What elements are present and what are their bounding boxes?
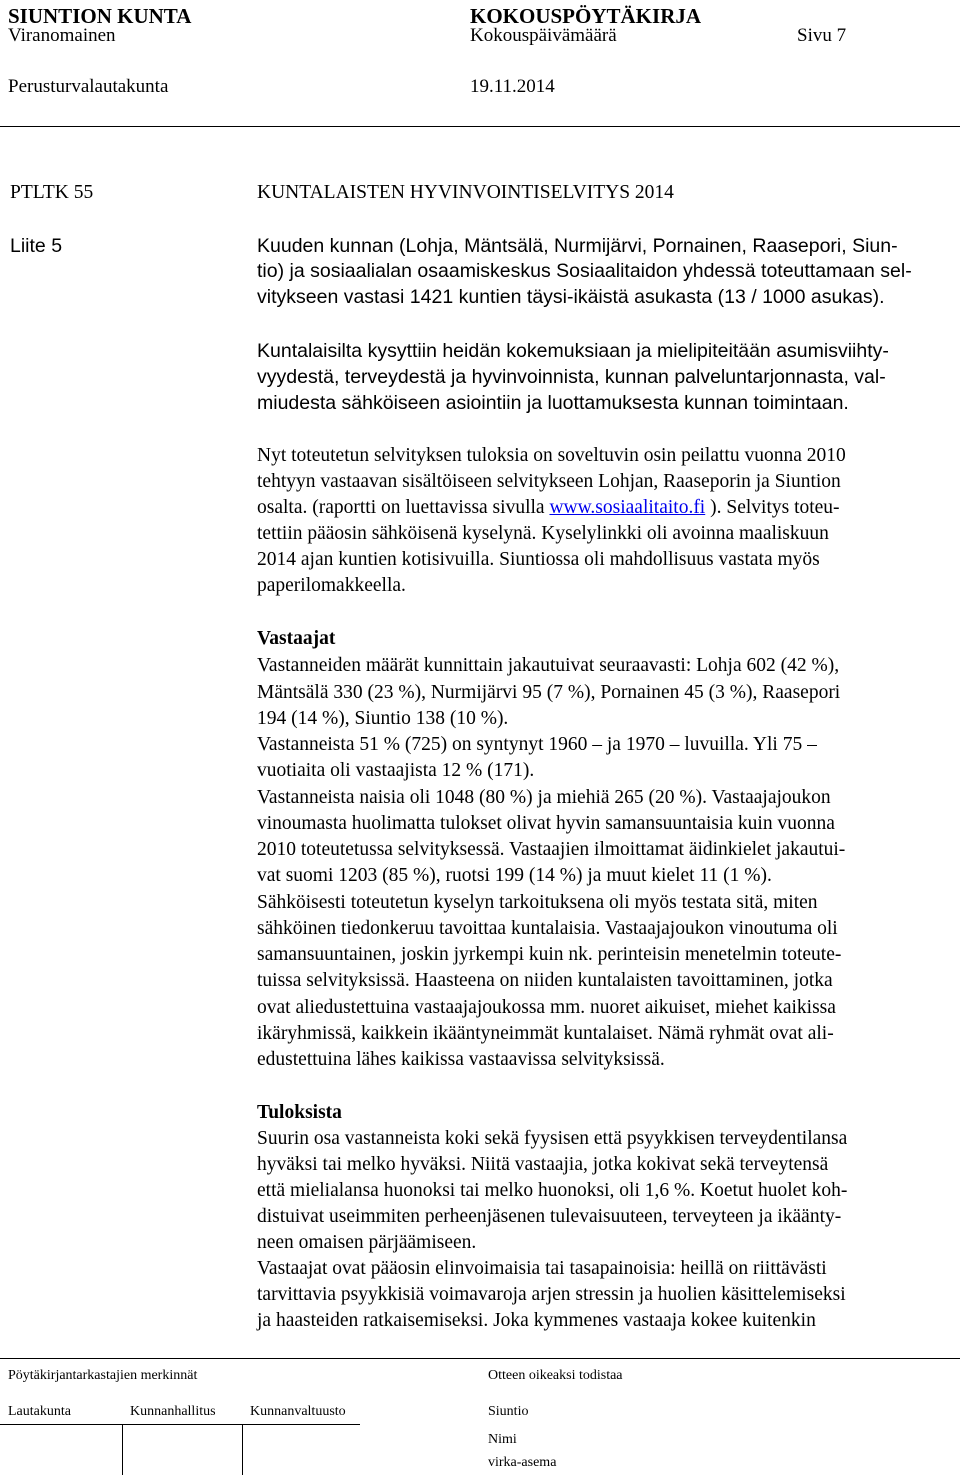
body-line-text: Kuntalaisilta kysyttiin heidän kokemuksiaan ja mielipiteitään asumisviihty- (257, 340, 889, 362)
footer-col-divider-2 (242, 1424, 243, 1475)
body-line (257, 655, 839, 677)
meeting-date: 19.11.2014 (470, 76, 555, 97)
body-line (257, 682, 840, 704)
authority-label: Viranomainen (8, 25, 116, 46)
body-line (257, 549, 820, 571)
body-line-text: vitykseen vastasi 1421 kuntien täysi-ikäistä asukasta (13 / 1000 asukas). (257, 286, 885, 308)
date-label: Kokouspäivämäärä (470, 25, 617, 46)
body-line-text: vinoumasta huolimatta tulokset olivat hyvin samansuuntaisia kuin vuonna (257, 813, 835, 834)
footer-place: Siuntio (488, 1404, 529, 1419)
body-line-text: Suurin osa vastanneista koki sekä fyysisen että psyykkisen terveydentilansa (257, 1128, 848, 1149)
body-line-text: ). Selvitys toteu- (705, 497, 840, 518)
body-line-text: tehtyyn vastaavan sisältöiseen selvitykseen Lohjan, Raaseporin ja Siuntion (257, 471, 841, 492)
body-line (257, 892, 818, 914)
body-line (257, 523, 829, 545)
body-line-text: hyväksi tai melko hyväksi. Niitä vastaajia, jotka kokivat sekä terveytensä (257, 1154, 829, 1175)
body-line-text: edustettuina lähes kaikissa vastaavissa selvityksissä. (257, 1049, 665, 1070)
body-line (257, 944, 841, 966)
body-line (257, 445, 846, 467)
body-line (257, 839, 845, 861)
body-line (257, 997, 836, 1019)
checkers-title: Pöytäkirjantarkastajien merkinnät (8, 1368, 198, 1383)
subheading (257, 1102, 342, 1124)
body-line (257, 235, 898, 258)
authority-name: Perusturvalautakunta (8, 76, 169, 97)
subheading (257, 628, 335, 650)
attachment-label: Liite 5 (10, 235, 63, 257)
body-line (257, 1023, 834, 1045)
body-line (257, 1049, 665, 1071)
body-line (257, 340, 889, 363)
body-line-text: tettiin pääosin sähköisenä kyselynä. Kyselylinkki oli avoinna maaliskuun (257, 523, 829, 544)
body-line (257, 1128, 847, 1150)
body-line (257, 1284, 846, 1306)
body-line (257, 471, 841, 493)
section-title: KUNTALAISTEN HYVINVOINTISELVITYS 2014 (257, 182, 674, 203)
body-line (257, 708, 508, 730)
body-line (257, 1310, 816, 1332)
body-line (257, 1206, 841, 1228)
body-line (257, 865, 772, 887)
body-line-text: 2014 ajan kuntien kotisivuilla. Siuntiossa oli mahdollisuus vastata myös (257, 549, 820, 570)
document-type: KOKOUSPÖYTÄKIRJA (470, 4, 702, 28)
footer-divider (0, 1358, 960, 1359)
body-line (257, 366, 886, 389)
header-divider (0, 126, 960, 127)
body-line-text: vat suomi 1203 (85 %), ruotsi 199 (14 %) ja muut kielet 11 (1 %). (257, 865, 772, 886)
body-line-text: osalta. (raportti on luettavissa sivulla (257, 497, 550, 518)
body-line-text: neen omaisen pärjäämiseen. (257, 1232, 477, 1253)
body-line-text: tarvittavia psyykkisiä voimavaroja arjen stressin ja huolien käsittelemiseksi (257, 1284, 846, 1305)
footer-title: virka-asema (488, 1455, 557, 1470)
footer-col-kunnanvaltuusto: Kunnanvaltuusto (250, 1404, 346, 1419)
footer-col-kunnanhallitus: Kunnanhallitus (130, 1404, 216, 1419)
footer-col-divider-1 (122, 1424, 123, 1475)
body-line-text: Vastaajat (257, 628, 336, 649)
body-line (257, 760, 534, 782)
copy-certification-title: Otteen oikeaksi todistaa (488, 1368, 623, 1383)
body-line-text: Mäntsälä 330 (23 %), Nurmijärvi 95 (7 %), Pornainen 45 (3 %), Raasepori (257, 682, 841, 703)
footer-signature-line (0, 1424, 360, 1425)
body-line-text: paperilomakkeella. (257, 575, 406, 596)
body-line-text: Vastanneiden määrät kunnittain jakautuivat seuraavasti: Lohja 602 (42 %), (257, 655, 840, 676)
body-line (257, 918, 838, 940)
body-line-text: Sähköisesti toteutetun kyselyn tarkoituksena oli myös testata sitä, miten (257, 892, 818, 913)
body-line-text: 194 (14 %), Siuntio 138 (10 %). (257, 708, 509, 729)
body-line (257, 392, 849, 415)
section-id: PTLTK 55 (10, 182, 94, 203)
body-line-text: samansuuntainen, joskin jyrkempi kuin nk. perinteisin menetelmin toteute- (257, 944, 842, 965)
body-line-text: Nyt toteutetun selvityksen tuloksia on soveltuvin osin peilattu vuonna 2010 (257, 445, 846, 466)
body-line (257, 260, 912, 283)
municipality-name: SIUNTION KUNTA (8, 4, 192, 28)
body-line-text: tio) ja sosiaalialan osaamiskeskus Sosiaalitaidon yhdessä toteuttamaan sel- (257, 260, 912, 282)
body-line-text: distuivat useimmiten perheenjäsenen tulevaisuuteen, terveyteen ja ikäänty- (257, 1206, 842, 1227)
footer-col-lautakunta: Lautakunta (8, 1404, 71, 1419)
body-line-text: vyydestä, terveydestä ja hyvinvoinnista, kunnan palveluntarjonnasta, val- (257, 366, 886, 388)
body-line (257, 970, 833, 992)
body-line-text: vuotiaita oli vastaajista 12 % (171). (257, 760, 535, 781)
body-line (257, 734, 817, 756)
body-line (257, 1258, 827, 1280)
body-line-text: Kuuden kunnan (Lohja, Mäntsälä, Nurmijärvi, Pornainen, Raasepori, Siun- (257, 235, 898, 257)
body-line (257, 1232, 476, 1254)
sosiaalitaito-link[interactable]: www.sosiaalitaito.fi (549, 497, 706, 518)
body-line (257, 497, 840, 519)
footer-name: Nimi (488, 1432, 517, 1447)
body-line (257, 1154, 828, 1176)
body-line (257, 575, 406, 597)
body-line-text: ja haasteiden ratkaisemiseksi. Joka kymmenes vastaaja kokee kuitenkin (257, 1310, 816, 1331)
body-line-text: Vastanneista naisia oli 1048 (80 %) ja miehiä 265 (20 %). Vastaajajoukon (257, 787, 831, 808)
body-line (257, 787, 831, 809)
body-line-text: 2010 toteutetussa selvityksessä. Vastaajien ilmoittamat äidinkielet jakautui- (257, 839, 846, 860)
body-line-text: että mielialansa huonoksi tai melko huonoksi, oli 1,6 %. Koetut huolet koh- (257, 1180, 848, 1201)
body-line-text: tuissa selvityksissä. Haasteena on niiden kuntalaisten tavoittaminen, jotka (257, 970, 833, 991)
body-line-text: miudesta sähköiseen asiointiin ja luottamuksesta kunnan toimintaan. (257, 392, 849, 414)
body-line-text: Vastaajat ovat pääosin elinvoimaisia tai tasapainoisia: heillä on riittävästi (257, 1258, 827, 1279)
body-line-text: sähköinen tiedonkeruu tavoittaa kuntalaisia. Vastaajajoukon vinoutuma oli (257, 918, 838, 939)
body-line (257, 286, 885, 309)
page-number: Sivu 7 (797, 25, 847, 46)
body-line-text: Vastanneista 51 % (725) on syntynyt 1960 – ja 1970 – luvuilla. Yli 75 – (257, 734, 817, 755)
body-line-text: Tuloksista (257, 1102, 342, 1123)
body-line (257, 813, 835, 835)
body-line-text: ovat aliedustettuina vastaajajoukossa mm. nuoret aikuiset, miehet kaikissa (257, 997, 836, 1018)
body-line (257, 1180, 847, 1202)
body-line-text: ikäryhmissä, kaikkein ikääntyneimmät kuntalaiset. Nämä ryhmät ovat ali- (257, 1023, 834, 1044)
